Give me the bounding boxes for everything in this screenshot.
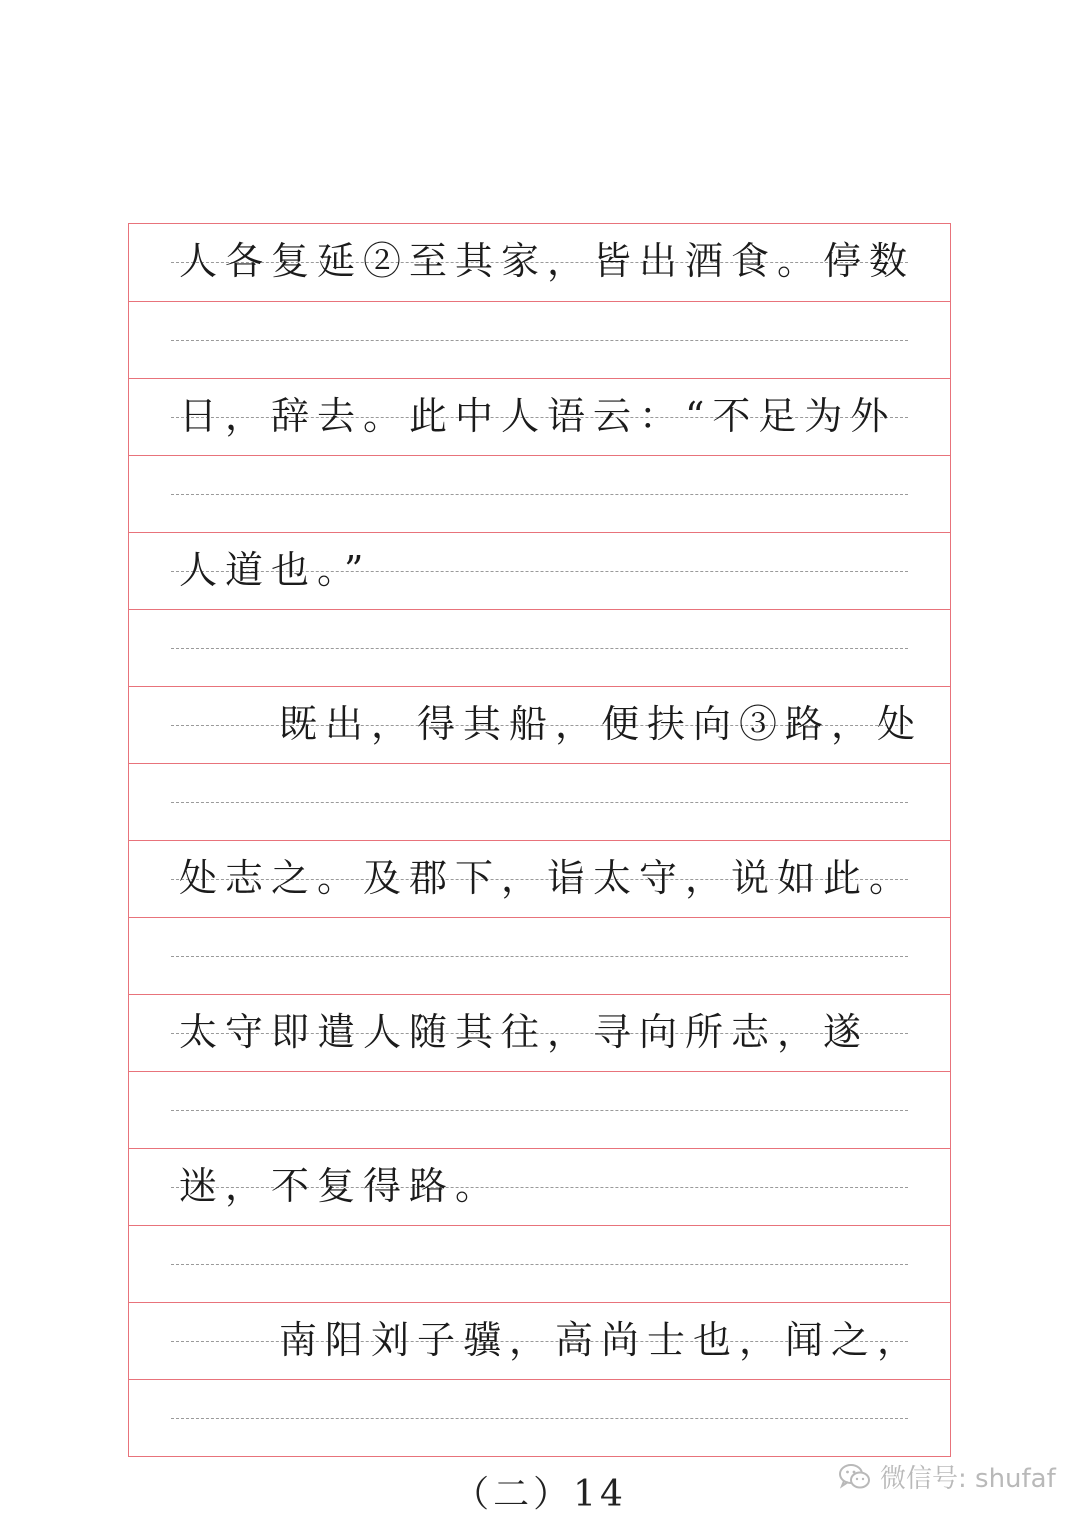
guide-line — [171, 648, 908, 649]
writing-band — [129, 1148, 950, 1225]
blank-band — [129, 917, 950, 994]
blank-band — [129, 1379, 950, 1456]
text-line-7: 迷，不复得路。 — [179, 1164, 502, 1208]
wechat-icon — [838, 1462, 872, 1492]
writing-band — [129, 1302, 950, 1379]
text-line-1: 人各复延②至其家，皆出酒食。停数 — [179, 239, 916, 283]
guide-line — [171, 956, 908, 957]
text-line-3: 人道也。” — [179, 548, 372, 592]
text-line-6: 太守即遣人随其往，寻向所志，遂 — [179, 1010, 870, 1054]
guide-line — [171, 1110, 908, 1111]
guide-line — [171, 340, 908, 341]
blank-band — [129, 763, 950, 840]
watermark — [838, 1458, 1056, 1495]
blank-band — [129, 455, 950, 532]
writing-band — [129, 378, 950, 455]
practice-sheet — [128, 223, 951, 1457]
writing-band — [129, 686, 950, 763]
text-line-4: 既出，得其船，便扶向③路，处 — [279, 702, 924, 746]
text-line-8: 南阳刘子骥，高尚士也，闻之， — [279, 1318, 924, 1362]
blank-band — [129, 1071, 950, 1148]
blank-band — [129, 301, 950, 378]
writing-band — [129, 994, 950, 1071]
guide-line — [171, 802, 908, 803]
text-line-5: 处志之。及郡下，诣太守，说如此。 — [179, 856, 916, 900]
text-line-2: 日，辞去。此中人语云：“不足为外 — [179, 394, 897, 438]
guide-line — [171, 494, 908, 495]
guide-line — [171, 1418, 908, 1419]
guide-line — [171, 1264, 908, 1265]
writing-band — [129, 840, 950, 917]
blank-band — [129, 1225, 950, 1302]
writing-band — [129, 532, 950, 609]
watermark-text: 微信号: shufaf — [880, 1464, 1056, 1494]
page-number: （二）14 — [453, 1474, 627, 1515]
blank-band — [129, 609, 950, 686]
writing-band — [129, 224, 950, 301]
